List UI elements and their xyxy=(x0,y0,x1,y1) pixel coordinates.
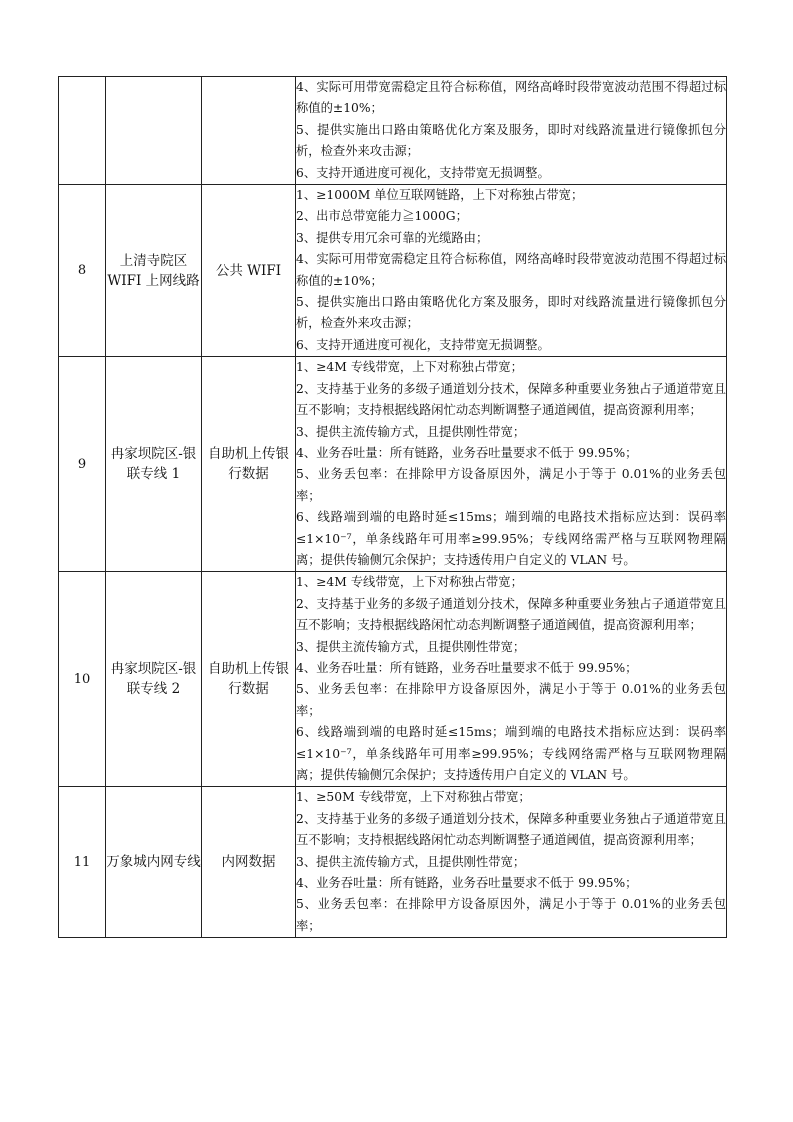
requirement-item: 5、提供实施出口路由策略优化方案及服务，即时对线路流量进行镜像抓包分析，检查外来攻击源； xyxy=(296,122,726,159)
table-row xyxy=(59,77,727,185)
table-row xyxy=(59,572,727,787)
line-usage: 自助机上传银行数据 xyxy=(202,572,296,787)
line-usage: 自助机上传银行数据 xyxy=(202,357,296,572)
row-number: 10 xyxy=(59,572,106,787)
requirement-item: 1、≥1000M 单位互联网链路，上下对称独占带宽； xyxy=(296,188,584,203)
requirement-item: 6、线路端到端的电路时延≤15ms；端到端的电路技术指标应达到：误码率≤1×10⁻⁷，单条线路年可用率≥99.95%；专线网络需严格与互联网物理隔离；提供传输侧冗余保护；支持透传用户自定义的 VLAN 号。 xyxy=(296,510,726,567)
requirement-item: 4、业务吞吐量：所有链路，业务吞吐量要求不低于 99.95%； xyxy=(296,876,638,891)
line-name xyxy=(106,77,202,185)
requirement-item: 2、出市总带宽能力≧1000G； xyxy=(296,209,468,224)
requirement-item: 5、业务丢包率：在排除甲方设备原因外，满足小于等于 0.01%的业务丢包率； xyxy=(296,897,726,933)
requirement-item: 4、业务吞吐量：所有链路，业务吞吐量要求不低于 99.95%； xyxy=(296,660,638,675)
requirement-item: 1、≥50M 专线带宽，上下对称独占带宽； xyxy=(296,790,531,805)
requirements-cell xyxy=(296,185,727,357)
row-number: 9 xyxy=(59,357,106,572)
requirement-item: 4、实际可用带宽需稳定且符合标称值，网络高峰时段带宽波动范围不得超过标称值的±10%； xyxy=(296,80,726,116)
requirement-item: 3、提供主流传输方式，且提供刚性带宽； xyxy=(296,854,526,869)
requirement-item: 5、业务丢包率：在排除甲方设备原因外，满足小于等于 0.01%的业务丢包率； xyxy=(296,682,726,718)
row-number: 11 xyxy=(59,787,106,938)
line-requirements-table xyxy=(58,76,727,938)
table-row xyxy=(59,357,727,572)
requirements-cell xyxy=(296,357,727,572)
requirement-item: 6、支持开通进度可视化，支持带宽无损调整。 xyxy=(296,337,550,352)
row-number: 8 xyxy=(59,185,106,357)
requirement-item: 1、≥4M 专线带宽，上下对称独占带宽； xyxy=(296,575,523,590)
requirement-item: 2、支持基于业务的多级子通道划分技术，保障多种重要业务独占子通道带宽且互不影响；支持根据线路闲忙动态判断调整子通道阈值，提高资源利用率； xyxy=(296,381,726,418)
requirement-item: 4、业务吞吐量：所有链路，业务吞吐量要求不低于 99.95%； xyxy=(296,445,638,460)
requirements-cell xyxy=(296,787,727,938)
requirement-item: 1、≥4M 专线带宽，上下对称独占带宽； xyxy=(296,360,523,375)
line-name: 冉家坝院区-银联专线 2 xyxy=(106,572,202,787)
requirement-item: 5、提供实施出口路由策略优化方案及服务，即时对线路流量进行镜像抓包分析，检查外来攻击源； xyxy=(296,295,726,331)
line-name: 冉家坝院区-银联专线 1 xyxy=(106,357,202,572)
line-usage: 公共 WIFI xyxy=(202,185,296,357)
requirement-item: 3、提供主流传输方式，且提供刚性带宽； xyxy=(296,639,526,654)
requirement-item: 6、线路端到端的电路时延≤15ms；端到端的电路技术指标应达到：误码率≤1×10⁻⁷，单条线路年可用率≥99.95%；专线网络需严格与互联网物理隔离；提供传输侧冗余保护；支持透传用户自定义的 VLAN 号。 xyxy=(296,725,726,782)
line-name: 上清寺院区 WIFI 上网线路 xyxy=(106,185,202,357)
requirement-item: 3、提供主流传输方式，且提供刚性带宽； xyxy=(296,424,526,439)
line-usage xyxy=(202,77,296,185)
requirement-item: 5、业务丢包率：在排除甲方设备原因外，满足小于等于 0.01%的业务丢包率； xyxy=(296,467,726,503)
row-number xyxy=(59,77,106,185)
line-name: 万象城内网专线 xyxy=(106,787,202,938)
requirement-item: 3、提供专用冗余可靠的光缆路由； xyxy=(296,230,489,245)
requirements-cell xyxy=(296,77,727,185)
line-usage: 内网数据 xyxy=(202,787,296,938)
requirement-item: 4、实际可用带宽需稳定且符合标称值，网络高峰时段带宽波动范围不得超过标称值的±10%； xyxy=(296,252,726,288)
requirement-item: 2、支持基于业务的多级子通道划分技术，保障多种重要业务独占子通道带宽且互不影响；支持根据线路闲忙动态判断调整子通道阈值，提高资源利用率； xyxy=(296,811,726,848)
requirement-item: 6、支持开通进度可视化，支持带宽无损调整。 xyxy=(296,165,550,180)
table-row xyxy=(59,185,727,357)
requirement-item: 2、支持基于业务的多级子通道划分技术，保障多种重要业务独占子通道带宽且互不影响；支持根据线路闲忙动态判断调整子通道阈值，提高资源利用率； xyxy=(296,596,726,633)
table-body xyxy=(59,77,727,938)
requirements-cell xyxy=(296,572,727,787)
table-row xyxy=(59,787,727,938)
